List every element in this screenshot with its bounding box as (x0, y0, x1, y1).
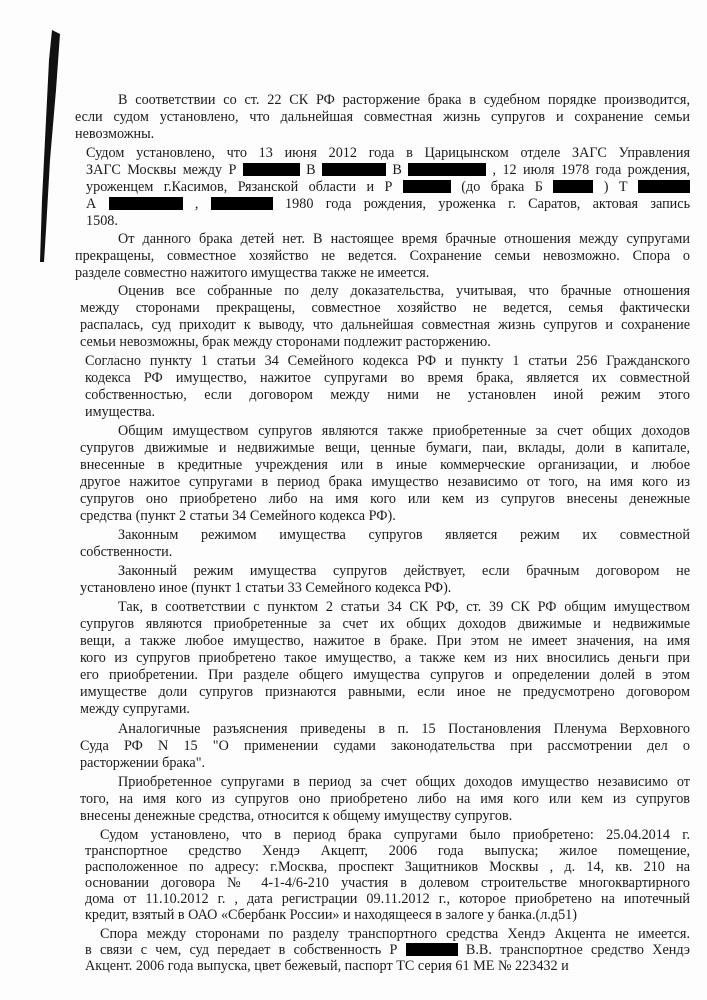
text-line (80, 474, 690, 491)
text-segment: ) Т (603, 179, 628, 195)
redaction-box (322, 163, 386, 176)
redaction-box (406, 943, 458, 956)
text-segment: вещи, а также любое имущество, нажитое в браке. При этом не имеет значения, на имя (80, 633, 690, 649)
text-segment: супругов движимые и недвижимые вещи, ценные бумаги, паи, вклады, доли в капитале, (80, 440, 690, 456)
text-segment: 1508. (86, 213, 118, 229)
redaction-box (553, 180, 593, 193)
text-segment: его приобретении. При разделе общего имущества супругов и определении долей в этом (80, 667, 690, 683)
text-line (85, 875, 690, 892)
text-segment: , (194, 196, 199, 212)
text-line (75, 265, 690, 282)
text-segment: внесены денежные средства, относится к общему имуществу супругов. (80, 808, 513, 824)
text-line (100, 827, 690, 844)
text-line (118, 563, 690, 580)
text-line (118, 599, 690, 616)
text-segment: основании договора № 4-1-4/6-210 участия в долевом строительстве многоквартирного (85, 875, 690, 891)
text-line (118, 527, 690, 544)
text-line (75, 109, 690, 126)
text-segment: (до брака Б (461, 179, 543, 195)
text-segment: супругов являются приобретенные за счет их общих доходов движимые и недвижимые (80, 616, 690, 632)
text-segment: В (392, 162, 402, 178)
text-line (86, 196, 690, 213)
text-segment: имущества. (85, 404, 156, 420)
text-segment: расторжении брака". (80, 755, 206, 771)
text-line (80, 491, 690, 508)
text-line (100, 926, 690, 943)
text-line (80, 684, 690, 701)
text-line (80, 755, 690, 772)
text-line (80, 440, 690, 457)
text-segment: разделе совместно нажитого имущества также не имеется. (75, 265, 430, 281)
text-segment: В соответствии со ст. 22 СК РФ расторжение брака в судебном порядке производится, (118, 92, 690, 108)
text-line (80, 334, 690, 351)
text-line (118, 423, 690, 440)
text-line (85, 370, 690, 387)
text-line (85, 404, 690, 421)
text-segment: средства (пункт 2 статьи 34 Семейного кодекса РФ). (80, 508, 396, 524)
text-segment: , 12 июля 1978 года рождения, (492, 162, 691, 178)
redaction-box (211, 197, 273, 210)
text-line (85, 387, 690, 404)
text-segment: в связи с чем, суд передает в собственность Р (85, 942, 398, 958)
text-segment: внесенные в кредитные учреждения или в иные коммерческие организации, и любое (80, 457, 690, 473)
scan-edge-mark (0, 0, 80, 300)
text-segment: А (86, 196, 97, 212)
text-segment: собственностью, если договором между ними не установлен иной режим этого (85, 387, 690, 403)
text-segment: другое нажитое супругами в период брака имущество независимо от того, на имя кого из (80, 474, 690, 490)
redaction-box (243, 163, 300, 176)
text-segment: кредит, взятый в ОАО «Сбербанк России» и находящееся в залоге у банка.(л.д51) (85, 907, 577, 923)
text-segment: кодекса РФ имущество, нажитое супругами во время брака, является их совместной (85, 370, 690, 386)
redaction-box (638, 180, 690, 193)
text-segment: расположенное по адресу: г.Москва, проспект Защитников Москвы , д. 14, кв. 210 на (85, 859, 690, 875)
text-line (80, 616, 690, 633)
text-line (85, 843, 690, 860)
text-segment: супругов оно приобретено либо на имя кого или кем из супругов внесены денежные (80, 491, 690, 507)
redaction-box (109, 197, 183, 210)
text-segment: транспортное средство Хендэ Акцепт, 2006 года выпуска; жилое помещение, (85, 843, 690, 859)
text-segment: невозможны. (75, 126, 155, 142)
text-line (80, 300, 690, 317)
text-segment: между супругами. (80, 701, 190, 717)
text-segment: семьи невозможны, брак между сторонами подлежит расторжению. (80, 334, 491, 350)
text-segment: В (306, 162, 316, 178)
text-line (80, 791, 690, 808)
redaction-box (408, 163, 486, 176)
text-segment: Общим имуществом супругов являются также приобретенные за счет общих доходов (118, 423, 690, 439)
text-line (85, 958, 690, 975)
text-segment: Законный режим имущества супругов действует, если брачным договором не (118, 563, 690, 579)
text-segment: Согласно пункту 1 статьи 34 Семейного кодекса РФ и пункту 1 статьи 256 Гражданского (85, 353, 690, 369)
text-line (75, 126, 690, 143)
text-segment: собственности. (80, 544, 173, 560)
text-segment: между сторонами прекращены, совместное хозяйство не ведется, семья фактически (80, 300, 690, 316)
text-line (118, 774, 690, 791)
text-line (80, 580, 690, 597)
text-segment: Судом установлено, что в период брака супругами было приобретено: 25.04.2014 г. (100, 827, 690, 843)
text-segment: От данного брака детей нет. В настоящее время брачные отношения между супругами (118, 231, 690, 247)
text-segment: распалась, суд приходит к выводу, что дальнейшая совместная жизнь супругов и сохранение (80, 317, 690, 333)
text-segment: В.В. транспортное средство Хендэ (465, 942, 691, 958)
text-line (80, 667, 690, 684)
text-line (85, 859, 690, 876)
text-line (118, 231, 690, 248)
text-line (80, 457, 690, 474)
text-segment: Акцент. 2006 года выпуска, цвет бежевый, паспорт ТС серия 61 МЕ № 223432 и (85, 958, 569, 974)
text-segment: если судом установлено, что дальнейшая совместная жизнь супругов и сохранение семьи (75, 109, 690, 125)
text-line (80, 317, 690, 334)
text-segment: имуществе доли супругов признаются равными, если иное не предусмотрено договором (80, 684, 690, 700)
text-line (85, 891, 690, 908)
text-line (118, 721, 690, 738)
text-segment: того, на имя кого из супругов оно приобретено либо на имя кого или кем из супругов (80, 791, 690, 807)
text-line (86, 213, 690, 230)
text-line (118, 92, 690, 109)
text-line (80, 508, 690, 525)
text-segment: Судом установлено, что 13 июня 2012 года в Царицынском отделе ЗАГС Управления (86, 145, 690, 161)
text-line (80, 701, 690, 718)
text-line (80, 633, 690, 650)
text-segment: Спора между сторонами по разделу транспортного средства Хендэ Акцента не имеется. (100, 926, 690, 942)
text-segment: Оценив все собранные по делу доказательства, учитывая, что брачные отношения (118, 283, 690, 299)
text-segment: 1980 года рождения, уроженка г. Саратов, актовая запись (285, 196, 691, 212)
text-segment: ЗАГС Москвы между Р (86, 162, 237, 178)
redaction-box (403, 180, 451, 193)
text-segment: Приобретенное супругами в период за счет общих доходов имущество независимо от (118, 774, 690, 790)
text-segment: установлено иное (пункт 1 статьи 33 Семейного кодекса РФ). (80, 580, 452, 596)
text-segment: Суда РФ N 15 "О применении судами законодательства при рассмотрении дел о (80, 738, 690, 754)
text-segment: Так, в соответствии с пунктом 2 статьи 34 СК РФ, ст. 39 СК РФ общим имуществом (118, 599, 690, 615)
text-line (86, 162, 690, 179)
text-segment: дома от 11.10.2012 г. , дата регистрации 09.11.2012 г., которое приобретено на ипотечный (85, 891, 690, 907)
text-line (85, 942, 690, 959)
text-segment: уроженцем г.Касимов, Рязанской области и Р (86, 179, 393, 195)
text-line (80, 738, 690, 755)
text-line (80, 544, 690, 561)
text-line (86, 179, 690, 196)
text-line (86, 145, 690, 162)
text-line (85, 907, 690, 924)
text-segment: прекращены, совместное хозяйство не ведется. Сохранение семьи невозможно. Спора о (75, 248, 690, 264)
text-line (118, 283, 690, 300)
text-line (75, 248, 690, 265)
text-line (85, 353, 690, 370)
text-line (80, 650, 690, 667)
text-segment: Аналогичные разъяснения приведены в п. 15 Постановления Пленума Верховного (118, 721, 690, 737)
text-segment: Законным режимом имущества супругов является режим их совместной (118, 527, 690, 543)
text-line (80, 808, 690, 825)
text-segment: кого из супругов приобретено такое имущество, а также кем из них вносились деньги при (80, 650, 690, 666)
